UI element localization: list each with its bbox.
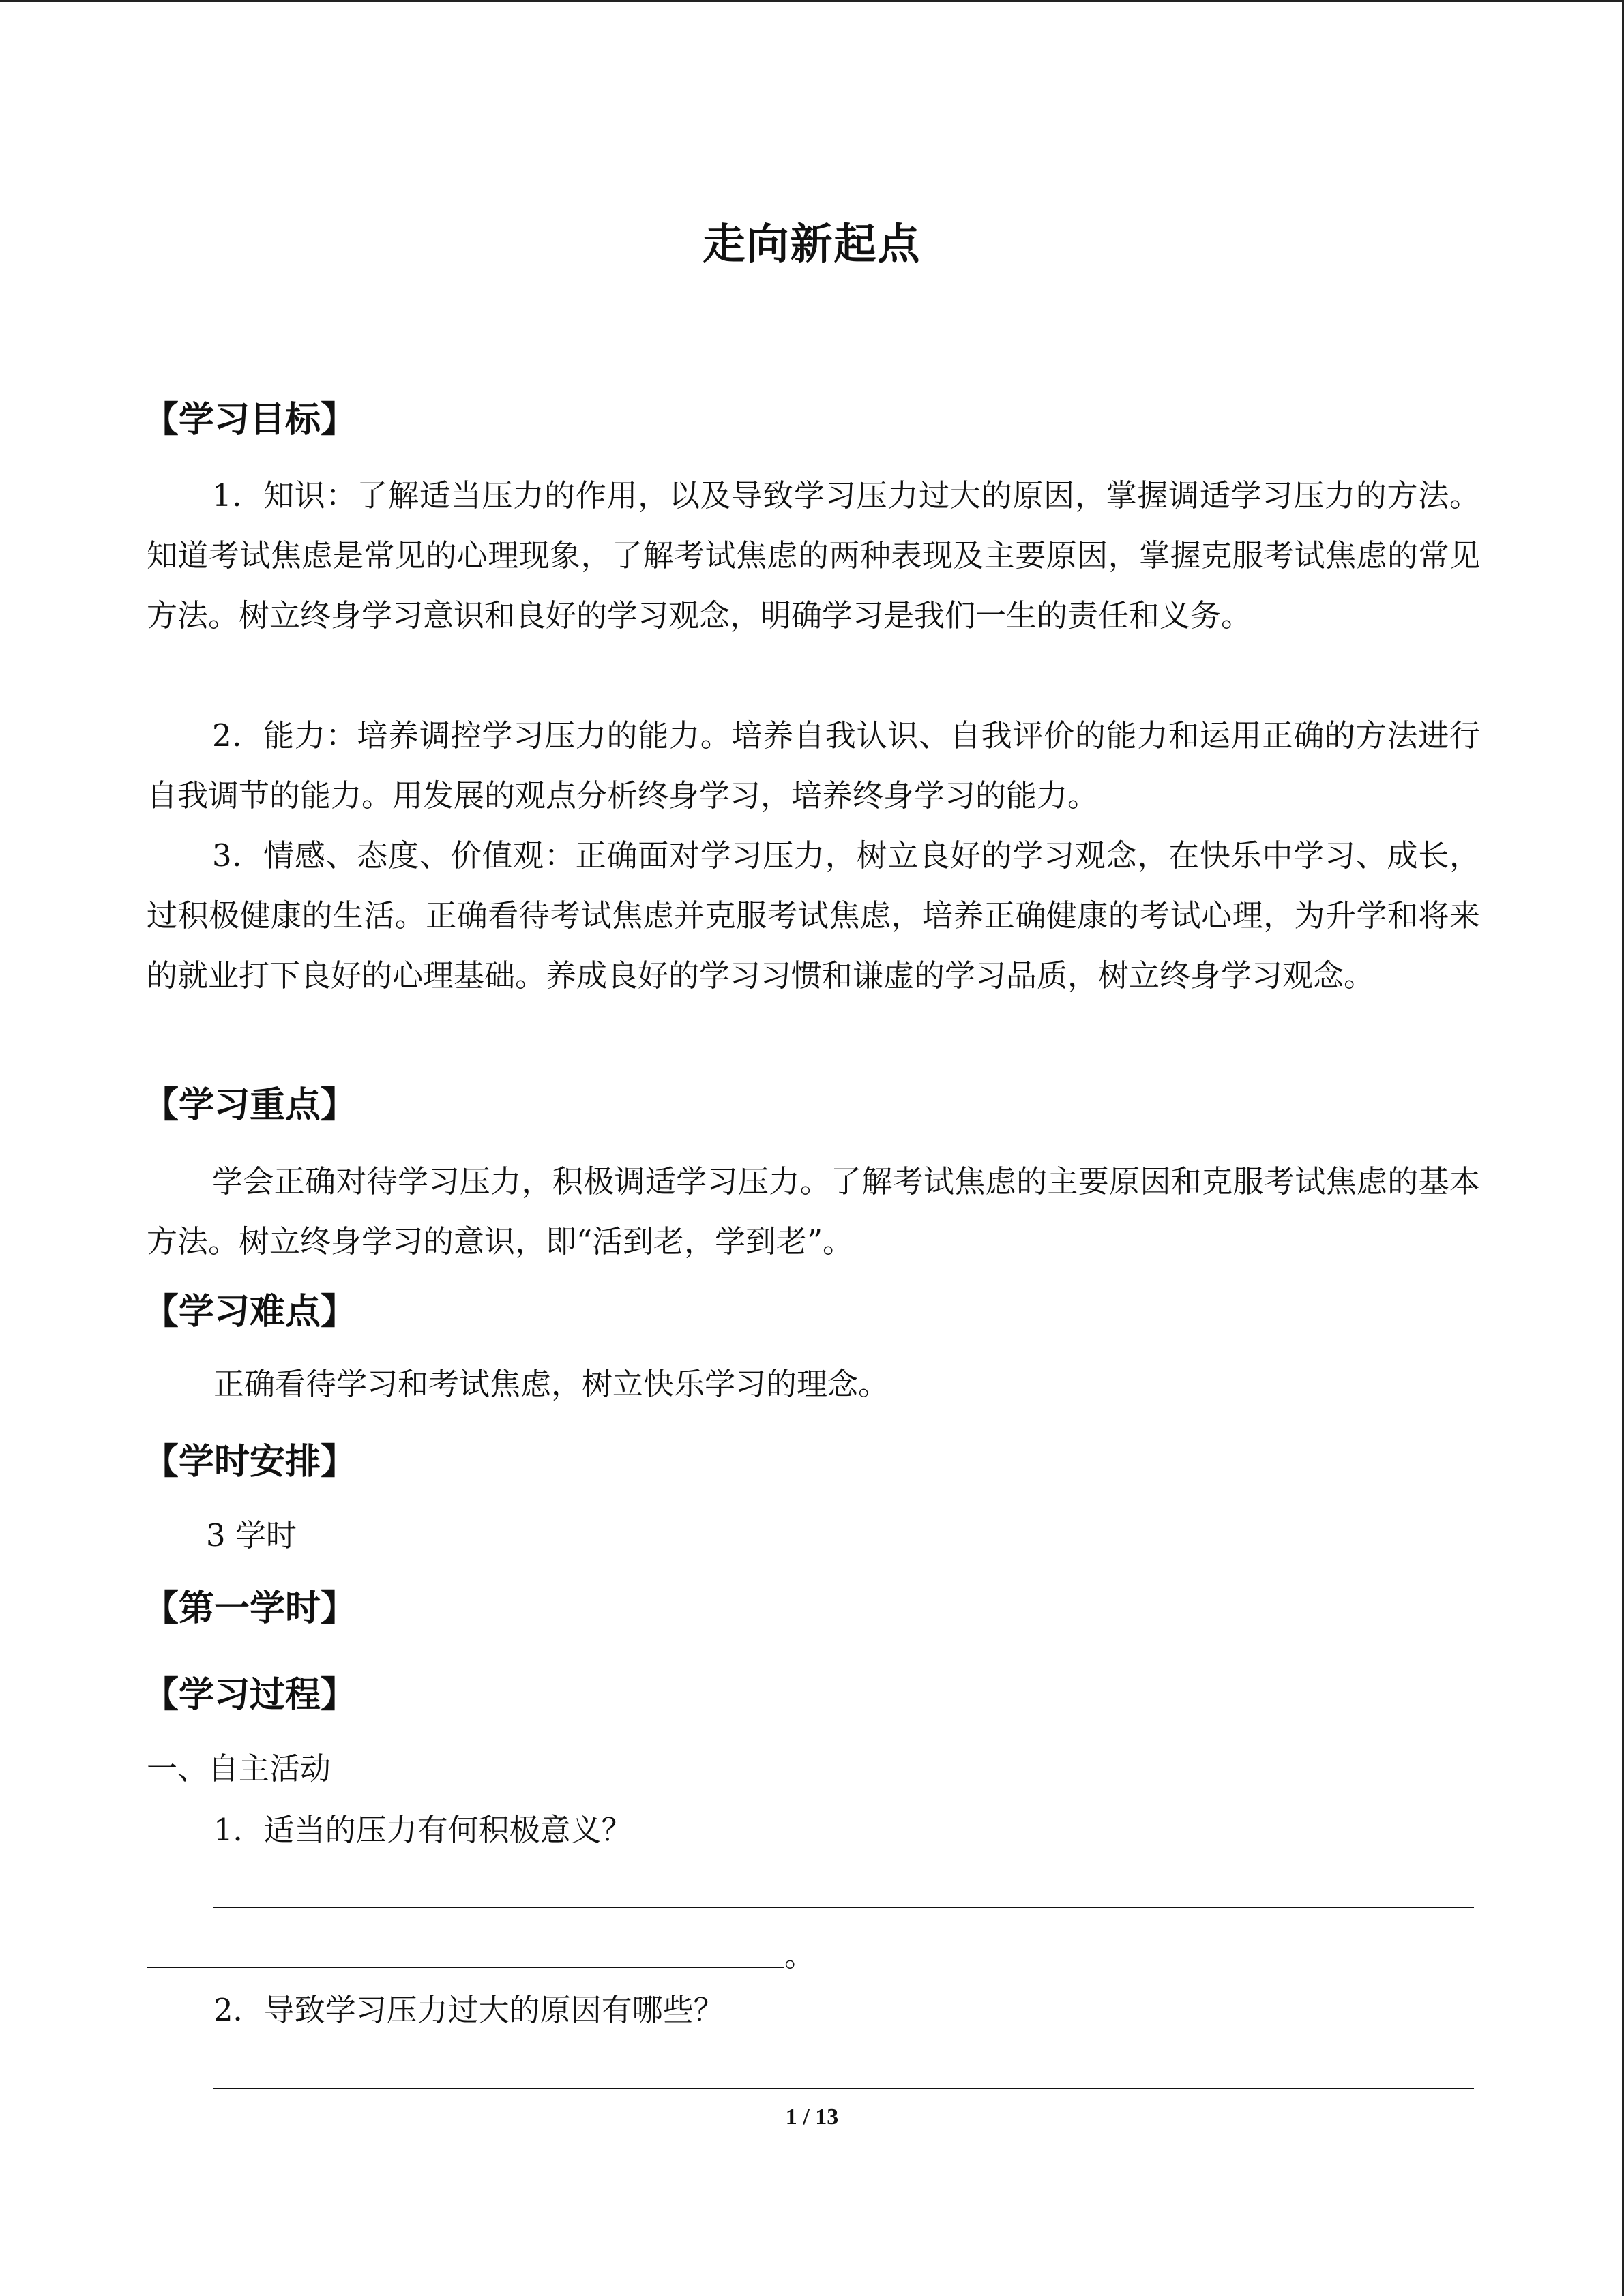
schedule-heading: 【学时安排】 <box>143 1442 357 1482</box>
difficulty-text: 正确看待学习和考试焦虑，树立快乐学习的理念。 <box>213 1366 889 1402</box>
answer-line <box>213 1907 1474 1908</box>
key-text: 学会正确对待学习压力，积极调适学习压力。了解考试焦虑的主要原因和克服考试焦虑的基本方法。树立终身学习的意识，即“活到老，学到老”。 <box>147 1163 1480 1259</box>
answer-end-mark: 。 <box>784 1937 816 1973</box>
goal-attitude: 3．情感、态度、价值观：正确面对学习压力，树立良好的学习观念，在快乐中学习、成长，过积极健康的生活。正确看待考试焦虑并克服考试焦虑，培养正确健康的考试心理，为升学和将来的就业打下良好的心理基础。养成良好的学习习惯和谦虚的学习品质，树立终身学习观念。 <box>147 837 1480 994</box>
document-title: 走向新起点 <box>703 219 921 269</box>
page-number: 1 / 13 <box>785 2104 839 2130</box>
goal-ability: 2．能力：培养调控学习压力的能力。培养自我认识、自我评价的能力和运用正确的方法进行自我调节的能力。用发展的观点分析终身学习，培养终身学习的能力。 <box>147 717 1480 814</box>
question-1: 1．适当的压力有何积极意义？ <box>213 1812 632 1848</box>
first-period-heading: 【第一学时】 <box>143 1588 357 1629</box>
difficulty-heading: 【学习难点】 <box>143 1292 357 1332</box>
answer-line <box>213 2088 1474 2089</box>
question-2: 2．导致学习压力过大的原因有哪些？ <box>213 1992 724 2028</box>
key-heading: 【学习重点】 <box>143 1085 357 1126</box>
schedule-text: 3 学时 <box>206 1517 297 1553</box>
goals-heading: 【学习目标】 <box>143 400 357 441</box>
goal-knowledge: 1．知识：了解适当压力的作用，以及导致学习压力过大的原因，掌握调适学习压力的方法。知道考试焦虑是常见的心理现象，了解考试焦虑的两种表现及主要原因，掌握克服考试焦虑的常见方法。树立终身学习意识和良好的学习观念，明确学习是我们一生的责任和义务。 <box>147 477 1480 633</box>
activity-title: 一、自主活动 <box>147 1750 331 1787</box>
answer-line <box>147 1967 784 1968</box>
process-heading: 【学习过程】 <box>143 1675 357 1716</box>
